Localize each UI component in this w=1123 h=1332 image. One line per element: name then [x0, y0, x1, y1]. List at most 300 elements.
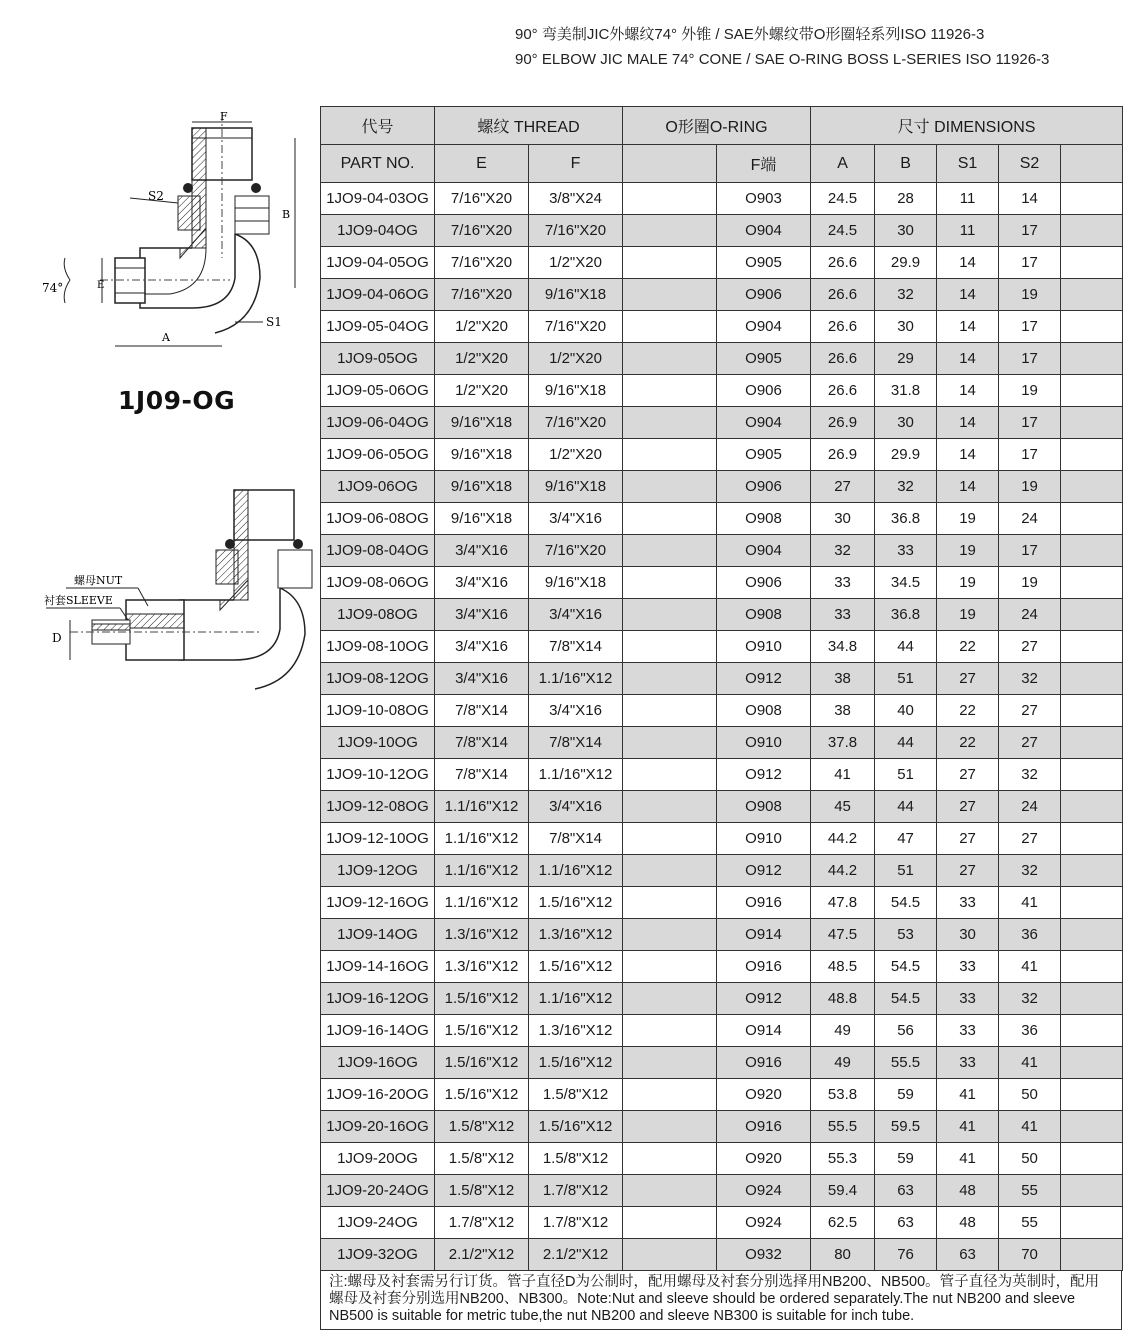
cell-dim-b: 47 — [875, 823, 937, 855]
cell-blank — [1061, 407, 1123, 439]
cell-thread-e: 9/16"X18 — [435, 471, 529, 503]
cell-dim-b: 34.5 — [875, 567, 937, 599]
cell-thread-f: 1.5/8"X12 — [529, 1079, 623, 1111]
cell-thread-e: 7/8"X14 — [435, 727, 529, 759]
cell-blank — [1061, 1239, 1123, 1271]
cell-thread-f: 3/4"X16 — [529, 695, 623, 727]
cell-thread-e: 9/16"X18 — [435, 407, 529, 439]
cell-blank — [1061, 311, 1123, 343]
cell-dim-s2: 19 — [999, 279, 1061, 311]
cell-thread-e: 1/2"X20 — [435, 311, 529, 343]
cell-thread-e: 2.1/2"X12 — [435, 1239, 529, 1271]
cell-dim-b: 54.5 — [875, 951, 937, 983]
cell-oring-f-end: O916 — [717, 1047, 811, 1079]
cell-thread-e: 1.1/16"X12 — [435, 887, 529, 919]
cell-dim-b: 29.9 — [875, 247, 937, 279]
table-row — [321, 311, 1123, 343]
cell-dim-s1: 14 — [937, 247, 999, 279]
cell-dim-a: 47.8 — [811, 887, 875, 919]
cell-oring-f-end: O905 — [717, 247, 811, 279]
cell-oring-f-end: O912 — [717, 983, 811, 1015]
cell-dim-b: 31.8 — [875, 375, 937, 407]
cell-blank — [623, 375, 717, 407]
table-row — [321, 1239, 1123, 1271]
cell-dim-s2: 32 — [999, 759, 1061, 791]
cell-dim-s1: 22 — [937, 727, 999, 759]
cell-thread-f: 1.1/16"X12 — [529, 663, 623, 695]
cell-thread-e: 1.5/8"X12 — [435, 1111, 529, 1143]
cell-part-no: 1JO9-16-12OG — [321, 983, 435, 1015]
table-row — [321, 759, 1123, 791]
cell-blank — [1061, 823, 1123, 855]
cell-dim-s2: 24 — [999, 791, 1061, 823]
cell-thread-f: 1.1/16"X12 — [529, 983, 623, 1015]
cell-blank — [1061, 215, 1123, 247]
cell-dim-b: 59 — [875, 1143, 937, 1175]
cell-part-no: 1JO9-06-05OG — [321, 439, 435, 471]
cell-blank — [1061, 887, 1123, 919]
cell-dim-b: 28 — [875, 183, 937, 215]
cell-part-no: 1JO9-08-10OG — [321, 631, 435, 663]
cell-part-no: 1JO9-04-06OG — [321, 279, 435, 311]
cell-thread-e: 1.3/16"X12 — [435, 951, 529, 983]
cell-blank — [623, 919, 717, 951]
cell-thread-f: 7/16"X20 — [529, 407, 623, 439]
cell-dim-a: 41 — [811, 759, 875, 791]
cell-oring-f-end: O916 — [717, 1111, 811, 1143]
table-row — [321, 951, 1123, 983]
table-row — [321, 247, 1123, 279]
cell-part-no: 1JO9-10-12OG — [321, 759, 435, 791]
cell-part-no: 1JO9-12-08OG — [321, 791, 435, 823]
cell-dim-a: 62.5 — [811, 1207, 875, 1239]
cell-dim-a: 49 — [811, 1047, 875, 1079]
cell-thread-f: 9/16"X18 — [529, 375, 623, 407]
cell-dim-s2: 36 — [999, 919, 1061, 951]
cell-oring-f-end: O924 — [717, 1207, 811, 1239]
cell-blank — [623, 887, 717, 919]
cell-dim-s2: 32 — [999, 663, 1061, 695]
cell-dim-a: 38 — [811, 695, 875, 727]
dim-a-label: A — [162, 331, 170, 344]
table-row — [321, 279, 1123, 311]
cell-dim-s1: 41 — [937, 1079, 999, 1111]
cell-thread-e: 1.5/16"X12 — [435, 983, 529, 1015]
cell-part-no: 1JO9-10-08OG — [321, 695, 435, 727]
cell-part-no: 1JO9-08OG — [321, 599, 435, 631]
cell-dim-s2: 24 — [999, 599, 1061, 631]
cell-thread-e: 3/4"X16 — [435, 567, 529, 599]
cell-dim-s1: 33 — [937, 887, 999, 919]
cell-thread-e: 9/16"X18 — [435, 439, 529, 471]
cell-dim-s1: 63 — [937, 1239, 999, 1271]
cell-thread-f: 2.1/2"X12 — [529, 1239, 623, 1271]
cell-blank — [623, 759, 717, 791]
cell-oring-f-end: O904 — [717, 311, 811, 343]
cell-thread-f: 1.5/16"X12 — [529, 1111, 623, 1143]
cell-dim-a: 26.6 — [811, 247, 875, 279]
table-row — [321, 887, 1123, 919]
cell-oring-f-end: O908 — [717, 599, 811, 631]
table-row — [321, 631, 1123, 663]
cell-dim-b: 40 — [875, 695, 937, 727]
cell-part-no: 1JO9-14OG — [321, 919, 435, 951]
cell-thread-f: 9/16"X18 — [529, 279, 623, 311]
document-header — [515, 22, 1049, 72]
cell-part-no: 1JO9-06-04OG — [321, 407, 435, 439]
cell-thread-f: 1.1/16"X12 — [529, 855, 623, 887]
cell-dim-b: 33 — [875, 535, 937, 567]
cell-thread-f: 1.3/16"X12 — [529, 1015, 623, 1047]
cell-thread-e: 7/16"X20 — [435, 183, 529, 215]
table-row — [321, 439, 1123, 471]
cell-dim-a: 48.8 — [811, 983, 875, 1015]
cell-dim-s1: 14 — [937, 343, 999, 375]
cell-part-no: 1JO9-12-16OG — [321, 887, 435, 919]
cell-part-no: 1JO9-04OG — [321, 215, 435, 247]
cell-part-no: 1JO9-16-14OG — [321, 1015, 435, 1047]
cell-dim-s1: 48 — [937, 1207, 999, 1239]
title-english: 90° ELBOW JIC MALE 74° CONE / SAE O-RING BOSS L-SERIES ISO 11926-3 — [515, 51, 1050, 68]
cell-dim-s1: 19 — [937, 535, 999, 567]
cell-dim-s1: 14 — [937, 311, 999, 343]
cell-dim-a: 47.5 — [811, 919, 875, 951]
cell-thread-f: 1.5/16"X12 — [529, 887, 623, 919]
cell-thread-e: 1/2"X20 — [435, 343, 529, 375]
cell-dim-b: 32 — [875, 279, 937, 311]
cell-blank — [1061, 1143, 1123, 1175]
cell-dim-s2: 50 — [999, 1079, 1061, 1111]
cell-blank — [623, 471, 717, 503]
cell-part-no: 1JO9-06-08OG — [321, 503, 435, 535]
cell-dim-a: 26.6 — [811, 279, 875, 311]
cell-dim-s1: 14 — [937, 407, 999, 439]
header-oring-blank — [623, 145, 717, 183]
cell-thread-f: 1.5/16"X12 — [529, 1047, 623, 1079]
cell-part-no: 1JO9-12OG — [321, 855, 435, 887]
cell-blank — [623, 727, 717, 759]
cell-blank — [623, 407, 717, 439]
cell-blank — [623, 1079, 717, 1111]
cell-dim-s2: 27 — [999, 727, 1061, 759]
table-body — [321, 183, 1123, 1271]
cell-blank — [1061, 535, 1123, 567]
cell-blank — [1061, 919, 1123, 951]
cell-thread-f: 3/4"X16 — [529, 503, 623, 535]
cell-dim-b: 29.9 — [875, 439, 937, 471]
cell-dim-a: 33 — [811, 599, 875, 631]
cell-dim-s2: 19 — [999, 567, 1061, 599]
cell-oring-f-end: O920 — [717, 1079, 811, 1111]
header-a: A — [811, 145, 875, 183]
cell-thread-e: 1/2"X20 — [435, 375, 529, 407]
cell-blank — [623, 1175, 717, 1207]
cell-thread-e: 9/16"X18 — [435, 503, 529, 535]
cell-thread-e: 1.1/16"X12 — [435, 791, 529, 823]
table-row — [321, 407, 1123, 439]
table-row — [321, 567, 1123, 599]
cell-dim-a: 45 — [811, 791, 875, 823]
cell-thread-e: 3/4"X16 — [435, 599, 529, 631]
cell-dim-s2: 14 — [999, 183, 1061, 215]
cell-blank — [623, 1111, 717, 1143]
cell-dim-a: 53.8 — [811, 1079, 875, 1111]
cell-thread-f: 1.1/16"X12 — [529, 759, 623, 791]
cell-blank — [623, 791, 717, 823]
cell-dim-a: 44.2 — [811, 823, 875, 855]
cell-blank — [1061, 503, 1123, 535]
cell-blank — [623, 247, 717, 279]
cell-part-no: 1JO9-04-05OG — [321, 247, 435, 279]
cell-blank — [623, 535, 717, 567]
cell-blank — [1061, 599, 1123, 631]
cell-blank — [1061, 247, 1123, 279]
cell-oring-f-end: O906 — [717, 567, 811, 599]
cell-dim-s1: 22 — [937, 695, 999, 727]
cell-blank — [1061, 727, 1123, 759]
cell-blank — [623, 343, 717, 375]
cell-thread-f: 7/16"X20 — [529, 311, 623, 343]
cell-oring-f-end: O904 — [717, 407, 811, 439]
cell-blank — [1061, 1175, 1123, 1207]
cell-dim-b: 36.8 — [875, 599, 937, 631]
cell-part-no: 1JO9-20-24OG — [321, 1175, 435, 1207]
cell-blank — [1061, 183, 1123, 215]
cell-thread-e: 1.1/16"X12 — [435, 855, 529, 887]
cell-dim-b: 59.5 — [875, 1111, 937, 1143]
fitting-drawing-top — [30, 108, 315, 368]
cell-dim-s2: 17 — [999, 439, 1061, 471]
cell-dim-a: 24.5 — [811, 183, 875, 215]
cell-blank — [623, 567, 717, 599]
cell-dim-a: 26.9 — [811, 439, 875, 471]
cell-part-no: 1JO9-16OG — [321, 1047, 435, 1079]
cell-blank — [1061, 567, 1123, 599]
order-note: 注:螺母及衬套需另行订货。管子直径D为公制时，配用螺母及衬套分别选择用NB200、NB500。管子直径为英制时，配用螺母及衬套分别选用NB200、NB300。Note:Nut and sleeve should be ordered separately.The nut NB200 and sleeve NB500 is suitable for metric tube,the nut NB200 and sleeve NB300 is suitable for inch tube. — [320, 1270, 1122, 1330]
cell-oring-f-end: O910 — [717, 823, 811, 855]
cell-dim-a: 32 — [811, 535, 875, 567]
cell-oring-f-end: O906 — [717, 375, 811, 407]
cell-thread-f: 1.3/16"X12 — [529, 919, 623, 951]
cell-oring-f-end: O908 — [717, 695, 811, 727]
table-row — [321, 599, 1123, 631]
cell-dim-s2: 41 — [999, 951, 1061, 983]
cell-dim-b: 44 — [875, 791, 937, 823]
cell-dim-s2: 17 — [999, 343, 1061, 375]
cell-oring-f-end: O908 — [717, 503, 811, 535]
header-thread: 螺纹 THREAD — [435, 107, 623, 145]
cell-thread-f: 7/8"X14 — [529, 727, 623, 759]
cell-blank — [1061, 375, 1123, 407]
cell-thread-f: 9/16"X18 — [529, 471, 623, 503]
cell-dim-s1: 19 — [937, 503, 999, 535]
table-row — [321, 471, 1123, 503]
cell-thread-e: 1.5/16"X12 — [435, 1079, 529, 1111]
cell-oring-f-end: O916 — [717, 887, 811, 919]
cell-dim-a: 27 — [811, 471, 875, 503]
cell-blank — [1061, 1079, 1123, 1111]
fitting-assembly-drawing — [30, 484, 315, 699]
cell-dim-s2: 19 — [999, 375, 1061, 407]
dim-s2-label: S2 — [148, 189, 164, 203]
cell-oring-f-end: O910 — [717, 727, 811, 759]
cell-dim-s1: 33 — [937, 1047, 999, 1079]
cell-oring-f-end: O906 — [717, 471, 811, 503]
cell-dim-s1: 41 — [937, 1143, 999, 1175]
cell-thread-f: 7/16"X20 — [529, 215, 623, 247]
cell-dim-s1: 14 — [937, 279, 999, 311]
table-row — [321, 1047, 1123, 1079]
cell-thread-e: 7/16"X20 — [435, 247, 529, 279]
cell-thread-e: 7/16"X20 — [435, 215, 529, 247]
cell-blank — [623, 183, 717, 215]
cell-thread-f: 3/4"X16 — [529, 599, 623, 631]
cell-dim-s2: 32 — [999, 855, 1061, 887]
cell-blank — [623, 279, 717, 311]
cell-thread-f: 1.5/16"X12 — [529, 951, 623, 983]
cell-part-no: 1JO9-05-04OG — [321, 311, 435, 343]
cell-blank — [623, 215, 717, 247]
cell-thread-e: 3/4"X16 — [435, 663, 529, 695]
dim-angle-label: 74° — [42, 281, 64, 295]
cell-dim-b: 44 — [875, 631, 937, 663]
cell-blank — [623, 1207, 717, 1239]
cell-part-no: 1JO9-05-06OG — [321, 375, 435, 407]
model-number: 1J09-OG — [118, 386, 236, 415]
cell-thread-f: 7/8"X14 — [529, 823, 623, 855]
cell-dim-a: 44.2 — [811, 855, 875, 887]
cell-thread-e: 1.3/16"X12 — [435, 919, 529, 951]
cell-blank — [1061, 695, 1123, 727]
header-oring: O形圈O-RING — [623, 107, 811, 145]
header-part-cn: 代号 — [321, 107, 435, 145]
cell-blank — [623, 631, 717, 663]
cell-part-no: 1JO9-04-03OG — [321, 183, 435, 215]
cell-oring-f-end: O904 — [717, 535, 811, 567]
table-row — [321, 1143, 1123, 1175]
cell-oring-f-end: O903 — [717, 183, 811, 215]
cell-thread-f: 3/8"X24 — [529, 183, 623, 215]
cell-part-no: 1JO9-08-12OG — [321, 663, 435, 695]
cell-blank — [623, 1143, 717, 1175]
table-row — [321, 695, 1123, 727]
table-row — [321, 375, 1123, 407]
cell-dim-s1: 27 — [937, 759, 999, 791]
cell-dim-s2: 55 — [999, 1175, 1061, 1207]
cell-thread-f: 1.7/8"X12 — [529, 1175, 623, 1207]
dim-e-label: E — [97, 280, 105, 291]
cell-blank — [623, 503, 717, 535]
cell-part-no: 1JO9-06OG — [321, 471, 435, 503]
table-row — [321, 727, 1123, 759]
cell-thread-f: 1.7/8"X12 — [529, 1207, 623, 1239]
cell-thread-f: 7/8"X14 — [529, 631, 623, 663]
header-s1: S1 — [937, 145, 999, 183]
cell-dim-s2: 17 — [999, 311, 1061, 343]
cell-dim-b: 51 — [875, 759, 937, 791]
table-row — [321, 663, 1123, 695]
cell-thread-e: 7/8"X14 — [435, 695, 529, 727]
cell-blank — [1061, 663, 1123, 695]
table-row — [321, 535, 1123, 567]
cell-dim-s2: 27 — [999, 823, 1061, 855]
cell-dim-s2: 55 — [999, 1207, 1061, 1239]
cell-dim-s1: 27 — [937, 855, 999, 887]
cell-dim-s1: 19 — [937, 567, 999, 599]
header-f-end: F端 — [717, 145, 811, 183]
cell-dim-s2: 41 — [999, 887, 1061, 919]
cell-dim-s2: 24 — [999, 503, 1061, 535]
cell-dim-s1: 33 — [937, 1015, 999, 1047]
table-row — [321, 855, 1123, 887]
header-f: F — [529, 145, 623, 183]
cell-oring-f-end: O912 — [717, 663, 811, 695]
cell-dim-s1: 27 — [937, 791, 999, 823]
cell-dim-s2: 19 — [999, 471, 1061, 503]
cell-dim-b: 63 — [875, 1207, 937, 1239]
cell-blank — [623, 855, 717, 887]
cell-part-no: 1JO9-24OG — [321, 1207, 435, 1239]
cell-dim-a: 30 — [811, 503, 875, 535]
table-row — [321, 1207, 1123, 1239]
cell-thread-f: 9/16"X18 — [529, 567, 623, 599]
cell-thread-f: 1/2"X20 — [529, 439, 623, 471]
cell-blank — [1061, 1111, 1123, 1143]
cell-dim-b: 36.8 — [875, 503, 937, 535]
cell-dim-s2: 36 — [999, 1015, 1061, 1047]
cell-dim-b: 30 — [875, 311, 937, 343]
cell-dim-s2: 41 — [999, 1111, 1061, 1143]
cell-part-no: 1JO9-20OG — [321, 1143, 435, 1175]
cell-blank — [1061, 759, 1123, 791]
title-chinese: 90° 弯美制JIC外螺纹74° 外锥 / SAE外螺纹带O形圈轻系列ISO 11926-3 — [515, 26, 985, 43]
cell-part-no: 1JO9-20-16OG — [321, 1111, 435, 1143]
cell-dim-a: 26.6 — [811, 343, 875, 375]
cell-blank — [623, 1015, 717, 1047]
cell-thread-e: 1.5/8"X12 — [435, 1175, 529, 1207]
cell-dim-s1: 14 — [937, 439, 999, 471]
cell-dim-s2: 27 — [999, 631, 1061, 663]
cell-dim-s1: 33 — [937, 983, 999, 1015]
cell-dim-s2: 17 — [999, 407, 1061, 439]
cell-dim-a: 38 — [811, 663, 875, 695]
cell-oring-f-end: O910 — [717, 631, 811, 663]
cell-oring-f-end: O912 — [717, 759, 811, 791]
cell-oring-f-end: O912 — [717, 855, 811, 887]
cell-dim-s1: 14 — [937, 375, 999, 407]
cell-dim-b: 56 — [875, 1015, 937, 1047]
header-b: B — [875, 145, 937, 183]
cell-dim-b: 44 — [875, 727, 937, 759]
cell-dim-a: 24.5 — [811, 215, 875, 247]
cell-dim-s1: 19 — [937, 599, 999, 631]
cell-dim-s1: 33 — [937, 951, 999, 983]
cell-part-no: 1JO9-08-04OG — [321, 535, 435, 567]
cell-dim-a: 37.8 — [811, 727, 875, 759]
cell-dim-s1: 11 — [937, 183, 999, 215]
table-row — [321, 215, 1123, 247]
cell-thread-e: 7/16"X20 — [435, 279, 529, 311]
header-s2: S2 — [999, 145, 1061, 183]
cell-part-no: 1JO9-14-16OG — [321, 951, 435, 983]
cell-thread-e: 1.5/8"X12 — [435, 1143, 529, 1175]
cell-oring-f-end: O932 — [717, 1239, 811, 1271]
cell-dim-s2: 17 — [999, 247, 1061, 279]
cell-thread-e: 1.7/8"X12 — [435, 1207, 529, 1239]
cell-dim-a: 33 — [811, 567, 875, 599]
dim-d-label: D — [52, 631, 62, 645]
specification-table — [320, 106, 1123, 1271]
